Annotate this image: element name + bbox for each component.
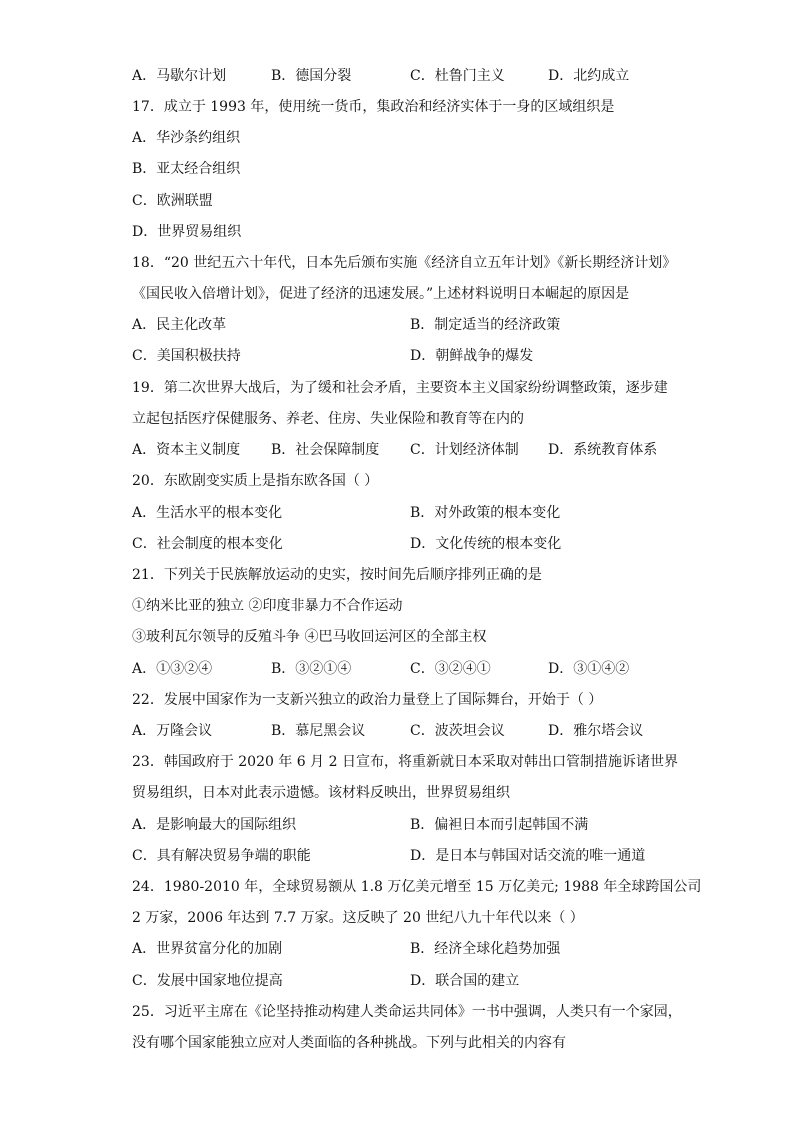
- q20-option-d: D．文化传统的根本变化: [410, 536, 562, 552]
- q21-option-c: C．③②④①: [410, 661, 491, 677]
- q23-option-a: A．是影响最大的国际组织: [132, 817, 297, 833]
- q21-items-line2: ③玻利瓦尔领导的反殖斗争 ④巴马收回运河区的全部主权: [132, 629, 487, 645]
- q16-option-a: A．马歇尔计划: [132, 68, 227, 84]
- q17-option-d: D．世界贸易组织: [132, 224, 242, 240]
- q24-stem-line1: 24．1980-2010 年，全球贸易额从 1.8 万亿美元增至 15 万亿美元; 1988 年全球跨国公司: [132, 879, 702, 895]
- q21-stem: 21．下列关于民族解放运动的史实，按时间先后顺序排列正确的是: [132, 567, 542, 583]
- q16-option-c: C．杜鲁门主义: [410, 68, 505, 84]
- q20-option-a: A．生活水平的根本变化: [132, 505, 283, 521]
- q24-option-c: C．发展中国家地位提高: [132, 973, 283, 989]
- q20-option-b: B．对外政策的根本变化: [410, 505, 561, 521]
- q25-stem-line2: 没有哪个国家能独立应对人类面临的各种挑战。下列与此相关的内容有: [132, 1035, 566, 1051]
- q21-option-b: B．③②①④: [271, 661, 352, 677]
- q22-stem: 22．发展中国家作为一支新兴独立的政治力量登上了国际舞台，开始于（ ）: [132, 692, 603, 708]
- q18-option-b: B．制定适当的经济政策: [410, 317, 561, 333]
- q23-stem-line2: 贸易组织，日本对此表示遗憾。该材料反映出，世界贸易组织: [132, 785, 510, 801]
- q22-option-b: B．慕尼黑会议: [271, 723, 366, 739]
- q23-option-c: C．具有解决贸易争端的职能: [132, 848, 311, 864]
- q22-option-a: A．万隆会议: [132, 723, 213, 739]
- q16-option-d: D．北约成立: [548, 68, 630, 84]
- q20-option-c: C．社会制度的根本变化: [132, 536, 283, 552]
- q18-stem-line1: 18．“20 世纪五六十年代，日本先后颁布实施《经济自立五年计划》《新长期经济计划》: [132, 255, 677, 271]
- q17-option-b: B．亚太经合组织: [132, 161, 241, 177]
- q23-stem-line1: 23．韩国政府于 2020 年 6 月 2 日宣布，将重新就日本采取对韩出口管制措施诉诸世界: [132, 754, 678, 770]
- q17-stem: 17．成立于 1993 年，使用统一货币，集政治和经济实体于一身的区域组织是: [132, 99, 615, 115]
- q17-option-a: A．华沙条约组织: [132, 130, 241, 146]
- q19-option-a: A．资本主义制度: [132, 442, 241, 458]
- q22-option-d: D．雅尔塔会议: [548, 723, 644, 739]
- q19-option-b: B．社会保障制度: [271, 442, 380, 458]
- q22-option-c: C．波茨坦会议: [410, 723, 505, 739]
- q16-option-b: B．德国分裂: [271, 68, 352, 84]
- q18-option-c: C．美国积极扶持: [132, 348, 241, 364]
- q21-option-d: D．③①④②: [548, 661, 630, 677]
- q18-option-a: A．民主化改革: [132, 317, 227, 333]
- q17-option-c: C．欧洲联盟: [132, 193, 213, 209]
- q23-option-d: D．是日本与韩国对话交流的唯一通道: [410, 848, 646, 864]
- q19-option-c: C．计划经济体制: [410, 442, 519, 458]
- q18-stem-line2: 《国民收入倍增计划》，促进了经济的迅速发展。”上述材料说明日本崛起的原因是: [132, 286, 630, 302]
- q19-stem-line2: 立起包括医疗保健服务、养老、住房、失业保险和教育等在内的: [132, 411, 524, 427]
- q25-stem-line1: 25．习近平主席在《论坚持推动构建人类命运共同体》一书中强调，人类只有一个家园，: [132, 1004, 682, 1020]
- q20-stem: 20．东欧剧变实质上是指东欧各国（ ）: [132, 473, 379, 489]
- q24-option-a: A．世界贫富分化的加剧: [132, 941, 283, 957]
- q21-option-a: A．①③②④: [132, 661, 213, 677]
- q19-stem-line1: 19．第二次世界大战后，为了缓和社会矛盾，主要资本主义国家纷纷调整政策，逐步建: [132, 380, 668, 396]
- q19-option-d: D．系统教育体系: [548, 442, 658, 458]
- q24-stem-line2: 2 万家，2006 年达到 7.7 万家。这反映了 20 世纪八九十年代以来（ ）: [132, 910, 584, 926]
- q23-option-b: B．偏袒日本而引起韩国不满: [410, 817, 589, 833]
- q24-option-d: D．联合国的建立: [410, 973, 520, 989]
- q21-items-line1: ①纳米比亚的独立 ②印度非暴力不合作运动: [132, 598, 403, 614]
- q24-option-b: B．经济全球化趋势加强: [410, 941, 561, 957]
- q18-option-d: D．朝鲜战争的爆发: [410, 348, 534, 364]
